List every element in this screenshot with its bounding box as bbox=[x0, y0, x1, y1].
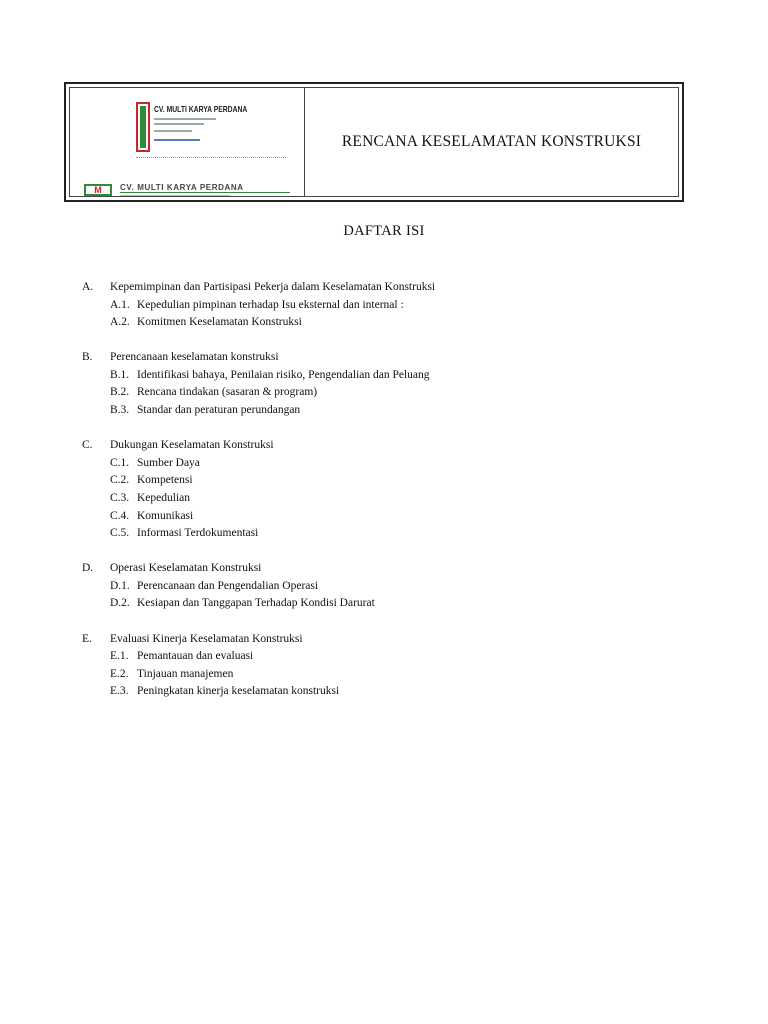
toc-subitem[interactable] bbox=[82, 525, 682, 543]
subitem-number: D.1. bbox=[110, 579, 130, 592]
logo-email-line bbox=[154, 139, 200, 141]
subitem-number: C.4. bbox=[110, 509, 130, 522]
section-title: Perencanaan keselamatan konstruksi bbox=[110, 351, 279, 364]
subitem-title: Perencanaan dan Pengendalian Operasi bbox=[137, 579, 319, 592]
section-letter: D. bbox=[82, 562, 94, 575]
section-letter: E. bbox=[82, 632, 92, 645]
toc-subitem[interactable] bbox=[82, 472, 682, 490]
toc-subitem[interactable] bbox=[82, 508, 682, 526]
logo-divider bbox=[136, 157, 286, 158]
table-of-contents bbox=[82, 279, 682, 718]
document-header bbox=[64, 82, 684, 202]
subitem-number: A.1. bbox=[110, 298, 130, 311]
section-title: Kepemimpinan dan Partisipasi Pekerja dalam Keselamatan Konstruksi bbox=[110, 281, 436, 293]
toc-section bbox=[82, 631, 682, 701]
toc-section-heading[interactable] bbox=[82, 279, 682, 297]
toc-section-heading[interactable] bbox=[82, 349, 682, 367]
subitem-title: Kompetensi bbox=[137, 474, 193, 487]
subitem-number: C.2. bbox=[110, 474, 130, 487]
subitem-number: E.3. bbox=[110, 685, 129, 698]
toc-section bbox=[82, 560, 682, 613]
logo-strip bbox=[84, 184, 294, 196]
toc-section bbox=[82, 279, 682, 332]
subitem-title: Sumber Daya bbox=[137, 456, 200, 469]
toc-heading: DAFTAR ISI bbox=[343, 223, 425, 239]
subitem-title: Rencana tindakan (sasaran & program) bbox=[137, 386, 318, 399]
toc-subitem[interactable] bbox=[82, 402, 682, 420]
subitem-number: E.1. bbox=[110, 650, 129, 663]
subitem-title: Kesiapan dan Tanggapan Terhadap Kondisi Darurat bbox=[137, 597, 375, 610]
toc-subitem[interactable] bbox=[82, 367, 682, 385]
toc-subitem[interactable] bbox=[82, 648, 682, 666]
subitem-number: B.2. bbox=[110, 386, 130, 399]
company-logo bbox=[136, 102, 246, 166]
toc-section-heading[interactable] bbox=[82, 437, 682, 455]
subitem-title: Peningkatan kinerja keselamatan konstruksi bbox=[137, 685, 340, 698]
strip-rule bbox=[120, 192, 290, 193]
section-letter: C. bbox=[82, 439, 93, 452]
subitem-title: Tinjauan manajemen bbox=[137, 667, 234, 680]
toc-subitem[interactable] bbox=[82, 314, 682, 332]
subitem-title: Kepedulian pimpinan terhadap Isu eksternal dan internal : bbox=[137, 298, 404, 311]
section-letter: B. bbox=[82, 351, 93, 364]
subitem-title: Komitmen Keselamatan Konstruksi bbox=[137, 316, 302, 329]
document-title-cell bbox=[305, 88, 678, 196]
toc-subitem[interactable] bbox=[82, 683, 682, 701]
toc-subitem[interactable] bbox=[82, 595, 682, 613]
logo-cell bbox=[70, 88, 305, 196]
logo-address-line bbox=[154, 123, 204, 125]
subitem-number: A.2. bbox=[110, 316, 130, 329]
header-table bbox=[69, 87, 679, 197]
section-letter: A. bbox=[82, 281, 94, 293]
subitem-number: E.2. bbox=[110, 667, 129, 680]
toc-section bbox=[82, 349, 682, 419]
toc-subitem[interactable] bbox=[82, 666, 682, 684]
subitem-title: Komunikasi bbox=[137, 509, 194, 522]
document-title: RENCANA KESELAMATAN KONSTRUKSI bbox=[341, 133, 642, 150]
subitem-number: D.2. bbox=[110, 597, 130, 610]
logo-address-line bbox=[154, 118, 216, 120]
subitem-number: C.1. bbox=[110, 456, 130, 469]
subitem-title: Kepedulian bbox=[137, 491, 191, 504]
section-title: Operasi Keselamatan Konstruksi bbox=[110, 562, 262, 575]
subitem-title: Informasi Terdokumentasi bbox=[137, 527, 259, 540]
logo-company-name: CV. MULTI KARYA PERDANA bbox=[154, 104, 248, 114]
subitem-title: Pemantauan dan evaluasi bbox=[137, 650, 254, 663]
logo-address-line bbox=[154, 130, 192, 132]
strip-address-line bbox=[120, 195, 230, 196]
toc-subitem[interactable] bbox=[82, 384, 682, 402]
toc-section-heading[interactable] bbox=[82, 631, 682, 649]
strip-company-name: CV. MULTI KARYA PERDANA bbox=[120, 183, 244, 192]
toc-subitem[interactable] bbox=[82, 297, 682, 315]
subitem-number: C.5. bbox=[110, 527, 130, 540]
section-title: Dukungan Keselamatan Konstruksi bbox=[110, 439, 274, 452]
subitem-title: Identifikasi bahaya, Penilaian risiko, Pengendalian dan Peluang bbox=[137, 368, 430, 381]
toc-section-heading[interactable] bbox=[82, 560, 682, 578]
toc-subitem[interactable] bbox=[82, 578, 682, 596]
subitem-number: B.3. bbox=[110, 404, 130, 417]
toc-section bbox=[82, 437, 682, 543]
section-title: Evaluasi Kinerja Keselamatan Konstruksi bbox=[110, 632, 303, 645]
subitem-title: Standar dan peraturan perundangan bbox=[137, 404, 301, 417]
toc-subitem[interactable] bbox=[82, 455, 682, 473]
logo-m-icon bbox=[136, 102, 150, 152]
strip-m-icon: M bbox=[84, 184, 112, 196]
toc-subitem[interactable] bbox=[82, 490, 682, 508]
subitem-number: B.1. bbox=[110, 368, 130, 381]
subitem-number: C.3. bbox=[110, 491, 130, 504]
